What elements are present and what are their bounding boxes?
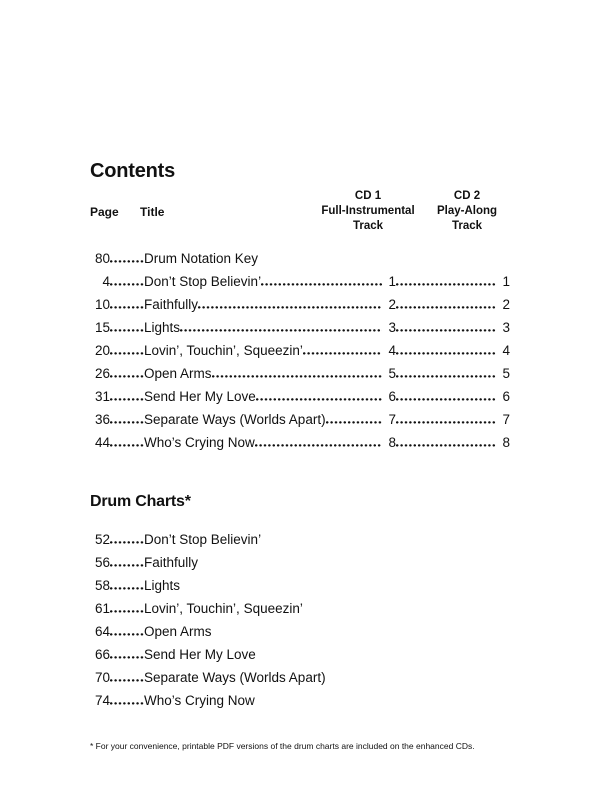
dot-leader-icon (396, 283, 496, 286)
toc-row (90, 617, 510, 640)
cd1-track-number: 5 (388, 366, 396, 381)
dot-leader-icon (256, 398, 382, 401)
toc-row (90, 336, 510, 359)
drum-charts-list (90, 525, 510, 709)
dot-leader-icon (198, 306, 382, 309)
cd1-sublabel: Full-Instrumental (321, 205, 415, 217)
page-number: 15 (94, 320, 110, 335)
dot-leader-icon (396, 421, 496, 424)
page-number: 4 (102, 274, 110, 289)
cd1-label: CD 1 (354, 190, 382, 202)
contents-heading: Contents (90, 160, 176, 182)
page-number: 26 (94, 366, 110, 381)
toc-row (90, 405, 510, 428)
dot-leader-icon (396, 306, 496, 309)
dot-leader-icon (110, 352, 144, 355)
title-column-header: Title (140, 205, 165, 219)
cd1-track-number: 3 (388, 320, 396, 335)
dot-leader-icon (261, 283, 382, 286)
song-title: Don’t Stop Believin’ (144, 274, 262, 289)
cd1-track-number: 1 (388, 274, 396, 289)
page-column-header: Page (90, 205, 119, 219)
footnote: * For your convenience, printable PDF versions of the drum charts are included on the enhanced CDs. (90, 741, 475, 751)
toc-row (90, 525, 510, 548)
cd2-track-number: 3 (502, 320, 510, 335)
dot-leader-icon (396, 375, 496, 378)
song-title: Who’s Crying Now (144, 435, 255, 450)
dot-leader-icon (110, 306, 144, 309)
dot-leader-icon (110, 610, 144, 613)
song-title: Open Arms (144, 624, 212, 639)
cd1-track-label: Track (352, 220, 384, 232)
toc-row (90, 290, 510, 313)
toc-row (90, 359, 510, 382)
toc-row (90, 548, 510, 571)
cd2-track-number: 2 (502, 297, 510, 312)
page-number: 52 (94, 532, 110, 547)
cd2-track-number: 8 (502, 435, 510, 450)
dot-leader-icon (110, 702, 144, 705)
dot-leader-icon (110, 587, 144, 590)
cd2-track-number: 5 (502, 366, 510, 381)
page-number: 66 (94, 647, 110, 662)
cd1-track-number: 2 (388, 297, 396, 312)
dot-leader-icon (303, 352, 382, 355)
dot-leader-icon (110, 398, 144, 401)
dot-leader-icon (110, 541, 144, 544)
page-number: 70 (94, 670, 110, 685)
cd2-track-label: Track (451, 220, 483, 232)
page-number: 64 (94, 624, 110, 639)
toc-row (90, 571, 510, 594)
page-number: 80 (94, 251, 110, 266)
page-number: 44 (94, 435, 110, 450)
dot-leader-icon (180, 329, 382, 332)
dot-leader-icon (255, 444, 382, 447)
page-number: 74 (94, 693, 110, 708)
toc-row (90, 382, 510, 405)
dot-leader-icon (212, 375, 382, 378)
dot-leader-icon (110, 375, 144, 378)
song-title: Separate Ways (Worlds Apart) (144, 412, 326, 427)
page-number: 58 (94, 578, 110, 593)
song-title: Don’t Stop Believin’ (144, 532, 262, 547)
dot-leader-icon (110, 283, 144, 286)
toc-row (90, 640, 510, 663)
toc-row (90, 594, 510, 617)
song-title: Who’s Crying Now (144, 693, 255, 708)
song-title: Lights (144, 320, 181, 335)
page-number: 10 (94, 297, 110, 312)
cd2-track-number: 6 (502, 389, 510, 404)
cd1-track-number: 6 (388, 389, 396, 404)
song-title: Separate Ways (Worlds Apart) (144, 670, 326, 685)
song-title: Open Arms (144, 366, 212, 381)
toc-row (90, 267, 510, 290)
toc-row (90, 663, 510, 686)
cd1-track-number: 8 (388, 435, 396, 450)
song-title: Send Her My Love (144, 389, 256, 404)
cd1-track-number: 4 (388, 343, 396, 358)
dot-leader-icon (326, 421, 382, 424)
song-title: Lovin’, Touchin’, Squeezin’ (144, 601, 303, 616)
dot-leader-icon (110, 329, 144, 332)
dot-leader-icon (110, 633, 144, 636)
cd2-track-number: 7 (502, 412, 510, 427)
dot-leader-icon (396, 329, 496, 332)
page-number: 36 (94, 412, 110, 427)
song-title: Faithfully (144, 297, 199, 312)
page-number: 20 (94, 343, 110, 358)
dot-leader-icon (110, 260, 144, 263)
dot-leader-icon (110, 656, 144, 659)
cd2-column-header (424, 189, 510, 234)
toc-row (90, 686, 510, 709)
cd2-track-number: 1 (502, 274, 510, 289)
dot-leader-icon (110, 564, 144, 567)
song-title: Send Her My Love (144, 647, 256, 662)
dot-leader-icon (110, 421, 144, 424)
song-title: Faithfully (144, 555, 199, 570)
song-title: Drum Notation Key (144, 251, 259, 266)
dot-leader-icon (396, 444, 496, 447)
cd1-column-header (312, 189, 424, 234)
toc-row (90, 244, 510, 267)
dot-leader-icon (396, 398, 496, 401)
toc-row (90, 428, 510, 451)
cd1-track-number: 7 (388, 412, 396, 427)
dot-leader-icon (110, 444, 144, 447)
dot-leader-icon (396, 352, 496, 355)
drum-charts-heading: Drum Charts* (90, 493, 191, 510)
page-number: 61 (94, 601, 110, 616)
cd2-sublabel: Play-Along (436, 205, 498, 217)
song-title: Lovin’, Touchin’, Squeezin’ (144, 343, 303, 358)
page-number: 56 (94, 555, 110, 570)
cd2-track-number: 4 (502, 343, 510, 358)
column-headers (90, 189, 510, 234)
page-number: 31 (94, 389, 110, 404)
cd2-label: CD 2 (453, 190, 481, 202)
toc-row (90, 313, 510, 336)
contents-list (90, 244, 510, 451)
song-title: Lights (144, 578, 181, 593)
dot-leader-icon (110, 679, 144, 682)
